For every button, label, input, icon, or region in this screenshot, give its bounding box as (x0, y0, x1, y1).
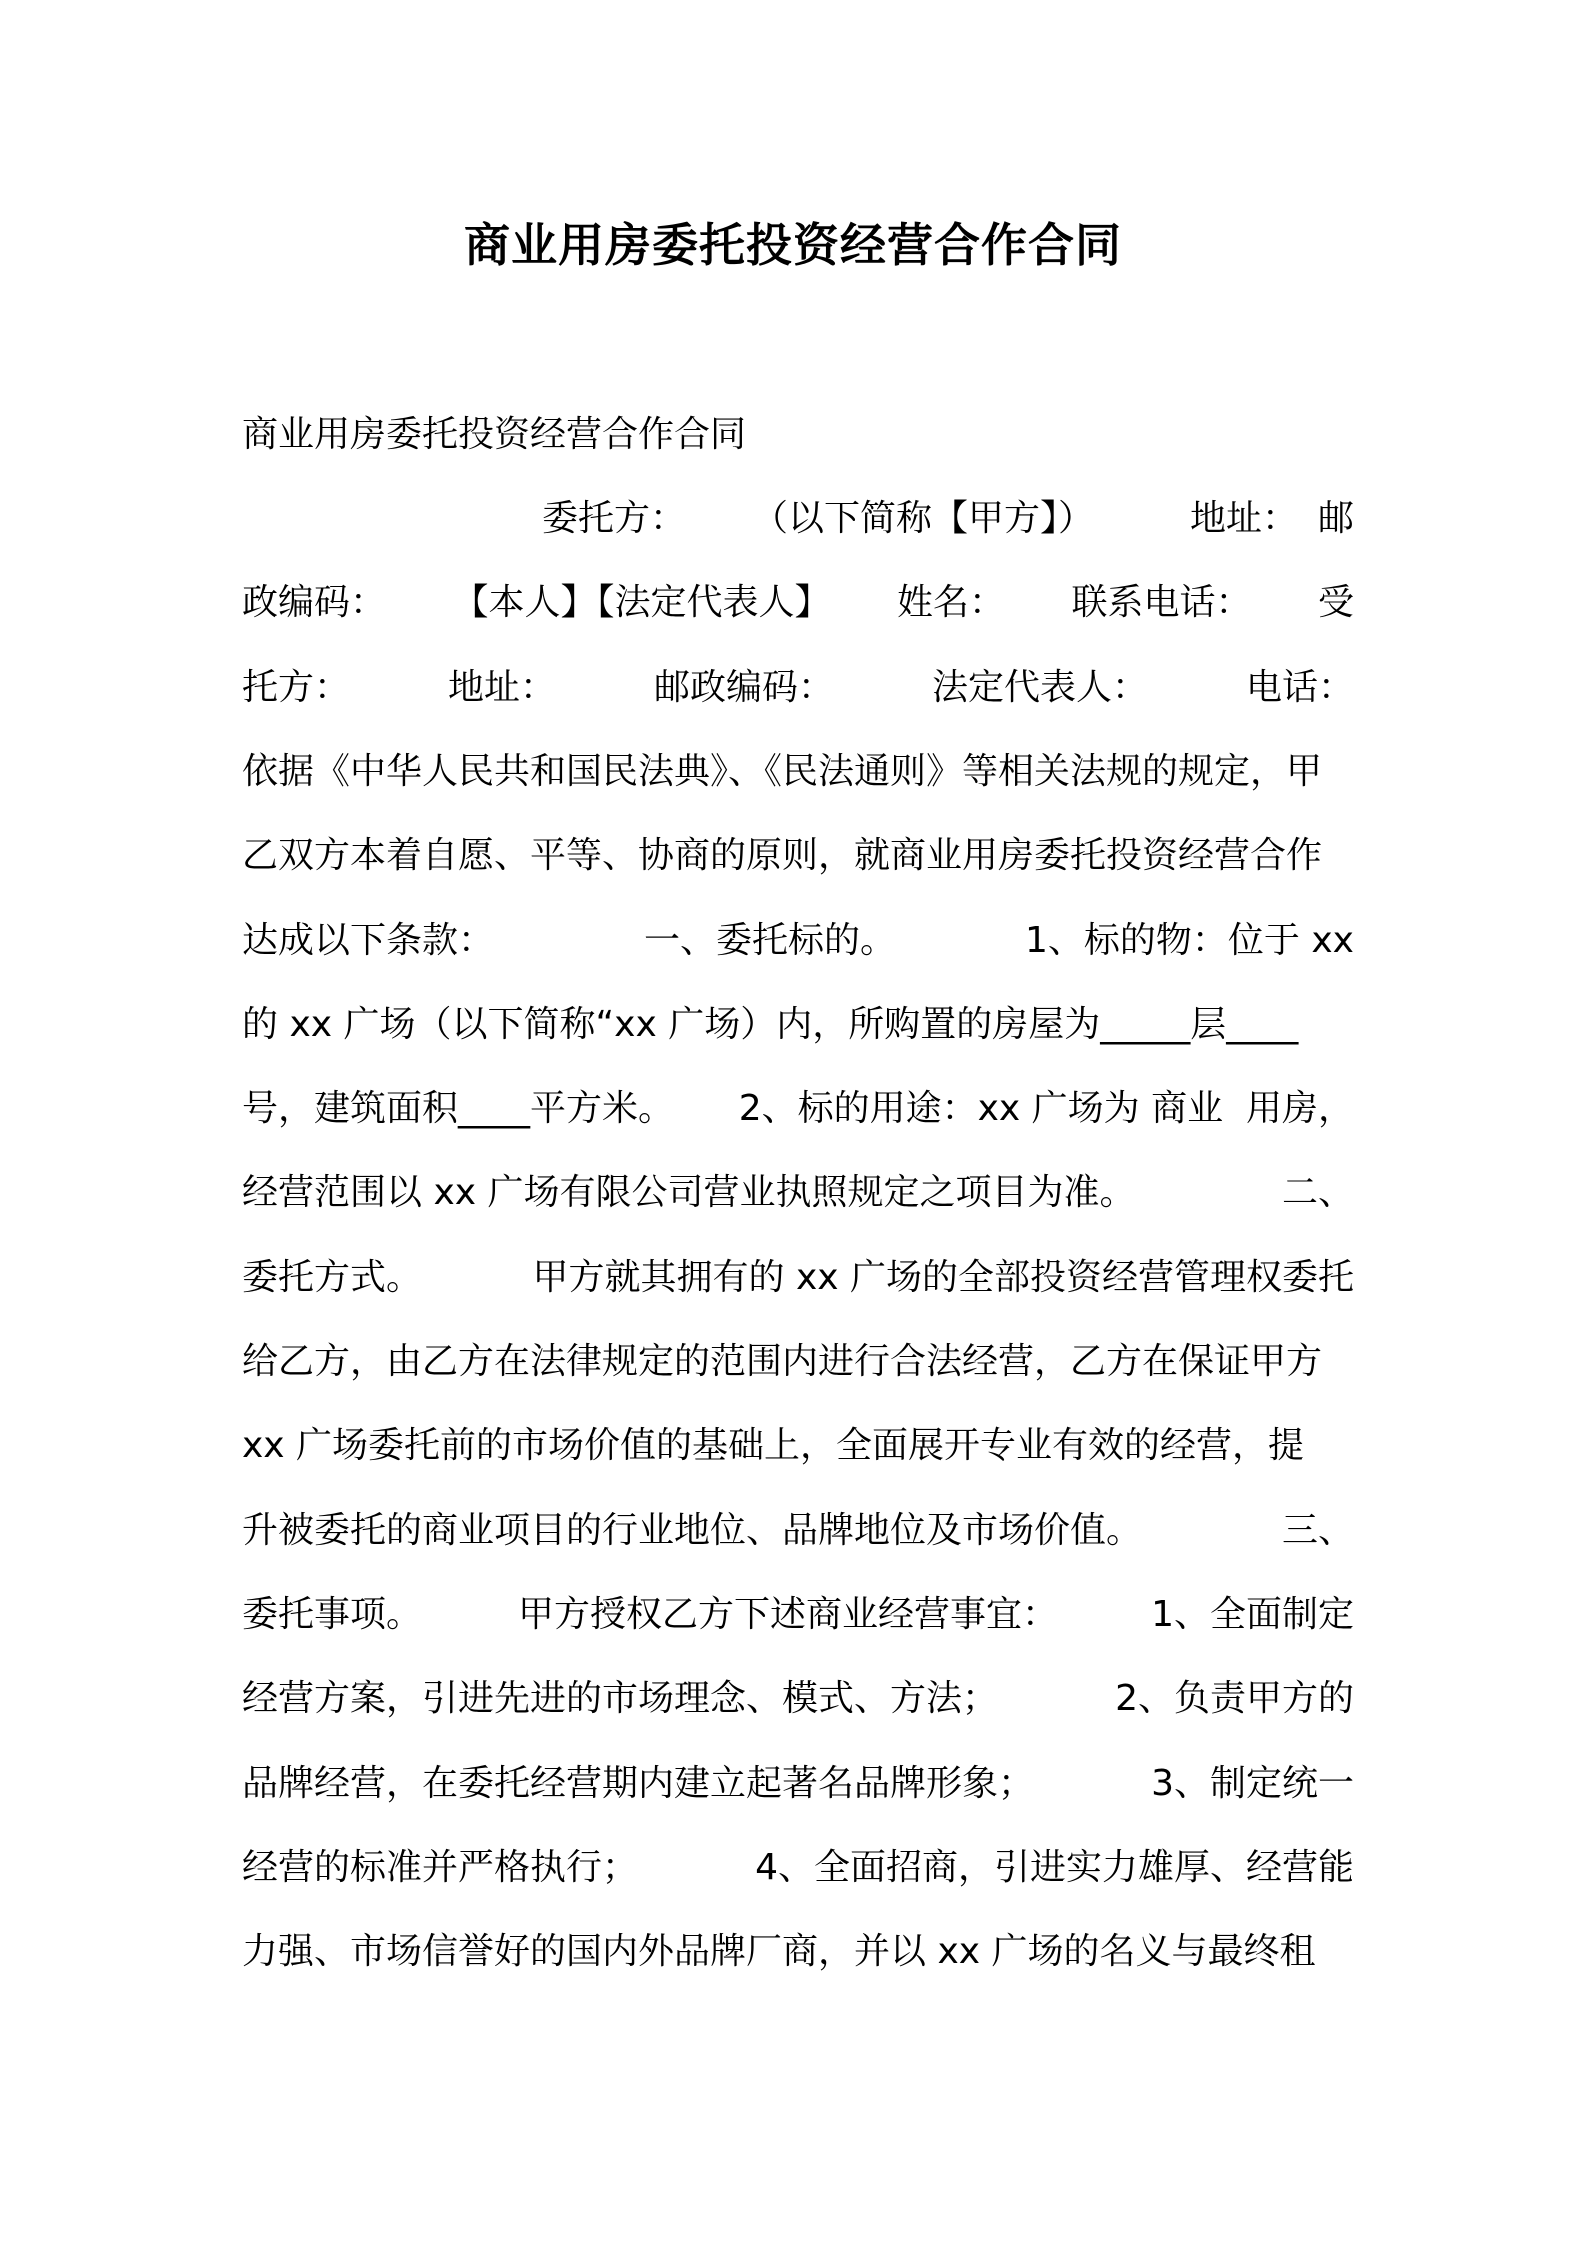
text-line (242, 998, 1354, 1052)
text-segment: 委托事项。 (242, 1593, 423, 1635)
text-line (242, 1082, 1354, 1136)
text-segment: 法定代表人： (931, 666, 1148, 708)
text-segment: 3、制定统一 (1151, 1762, 1354, 1804)
text-line (242, 1588, 1354, 1642)
text-segment: 【本人】【法定代表人】 (452, 582, 831, 624)
text-line (242, 1166, 1354, 1220)
text-line (242, 1419, 1354, 1473)
text-segment: 品牌经营，在委托经营期内建立起著名品牌形象； (242, 1762, 1035, 1804)
text-segment: 2、标的用途：xx 广场为 商业 用房， (738, 1088, 1354, 1130)
text-line (242, 745, 1354, 799)
text-line (242, 1841, 1354, 1895)
text-segment: 委托方： (542, 498, 687, 539)
text-segment: 地址： (1190, 498, 1299, 539)
text-segment: 一、委托标的。 (644, 919, 897, 961)
text-segment: 托方： (242, 666, 351, 708)
text-segment: 邮政编码： (653, 666, 834, 708)
text-line (242, 1925, 1354, 1979)
text-segment: 经营的标准并严格执行； (242, 1846, 639, 1888)
text-segment: 达成以下条款： (242, 919, 495, 961)
text-segment: 2、负责甲方的 (1115, 1678, 1354, 1720)
text-segment: 给乙方，由乙方在法律规定的范围内进行合法经营，乙方在保证甲方 (242, 1341, 1323, 1382)
text-segment: 地址： (447, 666, 556, 708)
text-segment: 邮 (1317, 498, 1354, 539)
text-segment: 受 (1317, 582, 1354, 624)
text-segment: 依据《中华人民共和国民法典》、《民法通则》等相关法规的规定，甲 (242, 750, 1323, 792)
text-segment: （以下简称【甲方】） (752, 498, 1095, 539)
text-line (242, 1504, 1354, 1558)
text-segment: 升被委托的商业项目的行业地位、品牌地位及市场价值。 (242, 1509, 1143, 1551)
text-line (242, 1251, 1354, 1305)
text-segment: 二、 (1281, 1172, 1354, 1214)
text-segment: 三、 (1281, 1509, 1354, 1551)
text-line (242, 914, 1354, 968)
text-line (242, 576, 1354, 630)
text-segment: 1、全面制定 (1151, 1593, 1354, 1635)
text-segment: 委托方式。 (242, 1256, 423, 1298)
text-line (242, 661, 1354, 715)
document-title: 商业用房委托投资经营合作合同 (464, 218, 1122, 272)
text-segment: 力强、市场信誉好的国内外品牌厂商，并以 xx 广场的名义与最终租 (242, 1931, 1316, 1973)
text-segment: 经营方案，引进先进的市场理念、模式、方法； (242, 1678, 999, 1720)
text-line (242, 492, 1354, 546)
text-line (242, 1757, 1354, 1811)
text-segment: 号，建筑面积____平方米。 (242, 1088, 675, 1130)
text-segment: 政编码： (242, 582, 387, 624)
text-segment: 乙双方本着自愿、平等、协商的原则，就商业用房委托投资经营合作 (242, 835, 1323, 877)
text-segment: 4、全面招商，引进实力雄厚、经营能 (755, 1846, 1354, 1888)
text-segment: 电话： (1245, 666, 1354, 708)
text-line (242, 1672, 1354, 1726)
text-segment: 甲方就其拥有的 xx 广场的全部投资经营管理权委托 (532, 1256, 1354, 1298)
text-line (242, 1335, 1354, 1389)
text-segment: 姓名： (896, 582, 1005, 624)
text-line (242, 829, 1354, 883)
document-subtitle: 商业用房委托投资经营合作合同 (242, 414, 747, 455)
text-segment: 1、标的物：位于 xx (1025, 919, 1354, 961)
text-segment: 的 xx 广场（以下简称“xx 广场）内，所购置的房屋为_____层____ (242, 1003, 1299, 1045)
text-segment: 经营范围以 xx 广场有限公司营业执照规定之项目为准。 (242, 1172, 1136, 1214)
text-segment: 联系电话： (1071, 582, 1252, 624)
text-segment: xx 广场委托前的市场价值的基础上，全面展开专业有效的经营，提 (242, 1425, 1305, 1467)
text-segment: 甲方授权乙方下述商业经营事宜： (518, 1593, 1059, 1635)
